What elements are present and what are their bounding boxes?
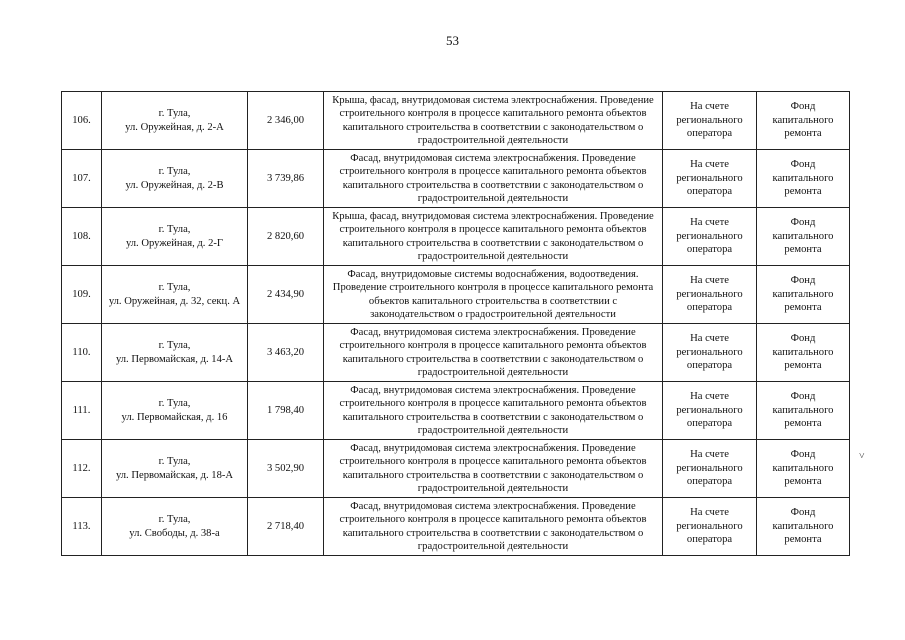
- funding-source-cell: Фонд капитального ремонта: [757, 150, 850, 208]
- work-description-cell: Фасад, внутридомовые системы водоснабжения, водоотведения. Проведение строительного контроля в процессе капитального ремонта объектов капитального строительства в соответствии с законодательством о градостроительной деятельности: [324, 266, 663, 324]
- address-street: ул. Оружейная, д. 2-А: [125, 121, 224, 133]
- cost-cell: 2 434,90: [248, 266, 324, 324]
- funding-source-cell: Фонд капитального ремонта: [757, 498, 850, 556]
- cost-cell: 2 820,60: [248, 208, 324, 266]
- address-street: ул. Первомайская, д. 18-А: [115, 469, 234, 481]
- table-row: [62, 92, 850, 150]
- address-street: ул. Оружейная, д. 2-Г: [125, 237, 224, 249]
- table-row: [62, 208, 850, 266]
- address-cell: [102, 208, 248, 266]
- work-description-cell: Фасад, внутридомовая система электроснабжения. Проведение строительного контроля в процессе капитального ремонта объектов капитального строительства в соответствии с законодательством о градостроительной деятельности: [324, 440, 663, 498]
- work-description-cell: Крыша, фасад, внутридомовая система электроснабжения. Проведение строительного контроля в процессе капитального ремонта объектов капитального строительства в соответствии с законодательством о градостроительной деятельности: [324, 92, 663, 150]
- address-street: ул. Свободы, д. 38-а: [129, 527, 220, 539]
- table-row: [62, 324, 850, 382]
- cost-cell: 2 346,00: [248, 92, 324, 150]
- address-city: г. Тула,: [158, 166, 191, 177]
- scan-speck: ˅: [859, 451, 865, 462]
- funding-source-cell: Фонд капитального ремонта: [757, 266, 850, 324]
- address-city: г. Тула,: [158, 108, 191, 119]
- row-number: 113.: [62, 498, 102, 556]
- funding-source-cell: Фонд капитального ремонта: [757, 440, 850, 498]
- table-row: [62, 150, 850, 208]
- address-cell: [102, 382, 248, 440]
- work-description-cell: Крыша, фасад, внутридомовая система электроснабжения. Проведение строительного контроля в процессе капитального ремонта объектов капитального строительства в соответствии с законодательством о градостроительной деятельности: [324, 208, 663, 266]
- address-city: г. Тула,: [158, 398, 191, 409]
- address-cell: [102, 498, 248, 556]
- row-number: 108.: [62, 208, 102, 266]
- fund-location-cell: На счете регионального оператора: [663, 324, 757, 382]
- page-number: 53: [446, 33, 459, 48]
- work-description-cell: Фасад, внутридомовая система электроснабжения. Проведение строительного контроля в процессе капитального ремонта объектов капитального строительства в соответствии с законодательством о градостроительной деятельности: [324, 150, 663, 208]
- fund-location-cell: На счете регионального оператора: [663, 208, 757, 266]
- table-row: [62, 266, 850, 324]
- address-cell: [102, 266, 248, 324]
- cost-cell: 3 463,20: [248, 324, 324, 382]
- address-cell: [102, 324, 248, 382]
- row-number: 107.: [62, 150, 102, 208]
- address-cell: [102, 440, 248, 498]
- address-cell: [102, 92, 248, 150]
- address-city: г. Тула,: [158, 456, 191, 467]
- fund-location-cell: На счете регионального оператора: [663, 440, 757, 498]
- row-number: 111.: [62, 382, 102, 440]
- address-city: г. Тула,: [158, 224, 191, 235]
- address-cell: [102, 150, 248, 208]
- cost-cell: 1 798,40: [248, 382, 324, 440]
- cost-cell: 3 739,86: [248, 150, 324, 208]
- fund-location-cell: На счете регионального оператора: [663, 498, 757, 556]
- address-city: г. Тула,: [158, 282, 191, 293]
- address-street: ул. Первомайская, д. 14-А: [115, 353, 234, 365]
- repair-works-table: [61, 91, 850, 556]
- funding-source-cell: Фонд капитального ремонта: [757, 208, 850, 266]
- address-street: ул. Оружейная, д. 32, секц. А: [108, 295, 241, 307]
- cost-cell: 3 502,90: [248, 440, 324, 498]
- fund-location-cell: На счете регионального оператора: [663, 92, 757, 150]
- address-street: ул. Первомайская, д. 16: [121, 411, 228, 423]
- funding-source-cell: Фонд капитального ремонта: [757, 382, 850, 440]
- table-row: [62, 440, 850, 498]
- funding-source-cell: Фонд капитального ремонта: [757, 324, 850, 382]
- work-description-cell: Фасад, внутридомовая система электроснабжения. Проведение строительного контроля в процессе капитального ремонта объектов капитального строительства в соответствии с законодательством о градостроительной деятельности: [324, 382, 663, 440]
- address-street: ул. Оружейная, д. 2-В: [125, 179, 224, 191]
- table-row: [62, 498, 850, 556]
- address-city: г. Тула,: [158, 514, 191, 525]
- work-description-cell: Фасад, внутридомовая система электроснабжения. Проведение строительного контроля в процессе капитального ремонта объектов капитального строительства в соответствии с законодательством о градостроительной деятельности: [324, 498, 663, 556]
- fund-location-cell: На счете регионального оператора: [663, 266, 757, 324]
- row-number: 112.: [62, 440, 102, 498]
- row-number: 109.: [62, 266, 102, 324]
- address-city: г. Тула,: [158, 340, 191, 351]
- cost-cell: 2 718,40: [248, 498, 324, 556]
- funding-source-cell: Фонд капитального ремонта: [757, 92, 850, 150]
- fund-location-cell: На счете регионального оператора: [663, 150, 757, 208]
- fund-location-cell: На счете регионального оператора: [663, 382, 757, 440]
- table-row: [62, 382, 850, 440]
- work-description-cell: Фасад, внутридомовая система электроснабжения. Проведение строительного контроля в процессе капитального ремонта объектов капитального строительства в соответствии с законодательством о градостроительной деятельности: [324, 324, 663, 382]
- row-number: 106.: [62, 92, 102, 150]
- row-number: 110.: [62, 324, 102, 382]
